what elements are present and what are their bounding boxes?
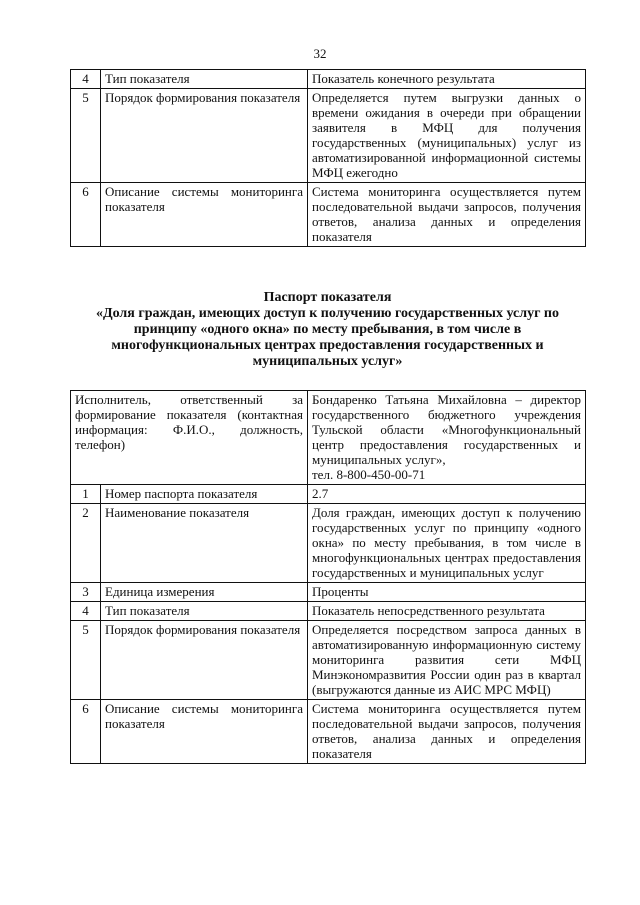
row-value: Показатель конечного результата <box>308 70 586 89</box>
table-row <box>71 89 586 183</box>
executor-label: Исполнитель, ответственный за формирование показателя (контактная информация: Ф.И.О., должность, телефон) <box>71 391 308 485</box>
table-indicator-continued <box>70 69 586 247</box>
row-number: 4 <box>71 602 101 621</box>
row-label: Порядок формирования показателя <box>101 89 308 183</box>
row-label: Номер паспорта показателя <box>101 485 308 504</box>
row-label: Тип показателя <box>101 602 308 621</box>
executor-value <box>308 391 586 485</box>
row-label: Тип показателя <box>101 70 308 89</box>
row-number: 3 <box>71 583 101 602</box>
passport-indicator-name: «Доля граждан, имеющих доступ к получению государственных услуг по принципу «одного окна» по месту пребывания, в том числе в многофункциональных центрах предоставления государственных и муниципальных услуг» <box>95 306 560 369</box>
row-number: 5 <box>71 89 101 183</box>
page-number: 32 <box>313 46 327 61</box>
table-passport <box>70 390 586 764</box>
row-number: 1 <box>71 485 101 504</box>
row-number: 4 <box>71 70 101 89</box>
table-row <box>71 504 586 583</box>
executor-phone: тел. 8-800-450-00-71 <box>312 467 426 482</box>
row-label: Описание системы мониторинга показателя <box>101 700 308 764</box>
row-label: Порядок формирования показателя <box>101 621 308 700</box>
row-value: Показатель непосредственного результата <box>308 602 586 621</box>
table-row-executor <box>71 391 586 485</box>
table-row <box>71 700 586 764</box>
table-row <box>71 602 586 621</box>
row-value: Определяется путем выгрузки данных о времени ожидания в очереди при обращении заявителя в МФЦ для получения государственных (муниципальных) услуг из автоматизированной информационной системы МФЦ ежегодно <box>308 89 586 183</box>
table-row <box>71 70 586 89</box>
row-value: Система мониторинга осуществляется путем последовательной выдачи запросов, получения ответов, анализа данных и определения показателя <box>308 183 586 247</box>
row-label: Единица измерения <box>101 583 308 602</box>
executor-name: Бондаренко Татьяна Михайловна – директор государственного бюджетного учреждения Тульской области «Многофункциональный центр предоставления государственных и муниципальных услуг», <box>312 392 581 467</box>
row-label: Описание системы мониторинга показателя <box>101 183 308 247</box>
passport-title: Паспорт показателя <box>263 290 392 305</box>
row-label: Наименование показателя <box>101 504 308 583</box>
row-number: 2 <box>71 504 101 583</box>
row-number: 5 <box>71 621 101 700</box>
table-row <box>71 485 586 504</box>
row-number: 6 <box>71 183 101 247</box>
row-value: Доля граждан, имеющих доступ к получению государственных услуг по принципу «одного окна» по месту пребывания, в том числе в многофункциональных центрах предоставления государственных и муниципальных услуг <box>308 504 586 583</box>
passport-heading <box>70 290 585 370</box>
table-row <box>71 621 586 700</box>
row-number: 6 <box>71 700 101 764</box>
row-value: Определяется посредством запроса данных в автоматизированную информационную систему мониторинга развития сети МФЦ Минэкономразвития России один раз в квартал (выгружаются данные из АИС МРС МФЦ) <box>308 621 586 700</box>
row-value: 2.7 <box>308 485 586 504</box>
row-value: Проценты <box>308 583 586 602</box>
table-row <box>71 183 586 247</box>
table-row <box>71 583 586 602</box>
row-value: Система мониторинга осуществляется путем последовательной выдачи запросов, получения ответов, анализа данных и определения показателя <box>308 700 586 764</box>
